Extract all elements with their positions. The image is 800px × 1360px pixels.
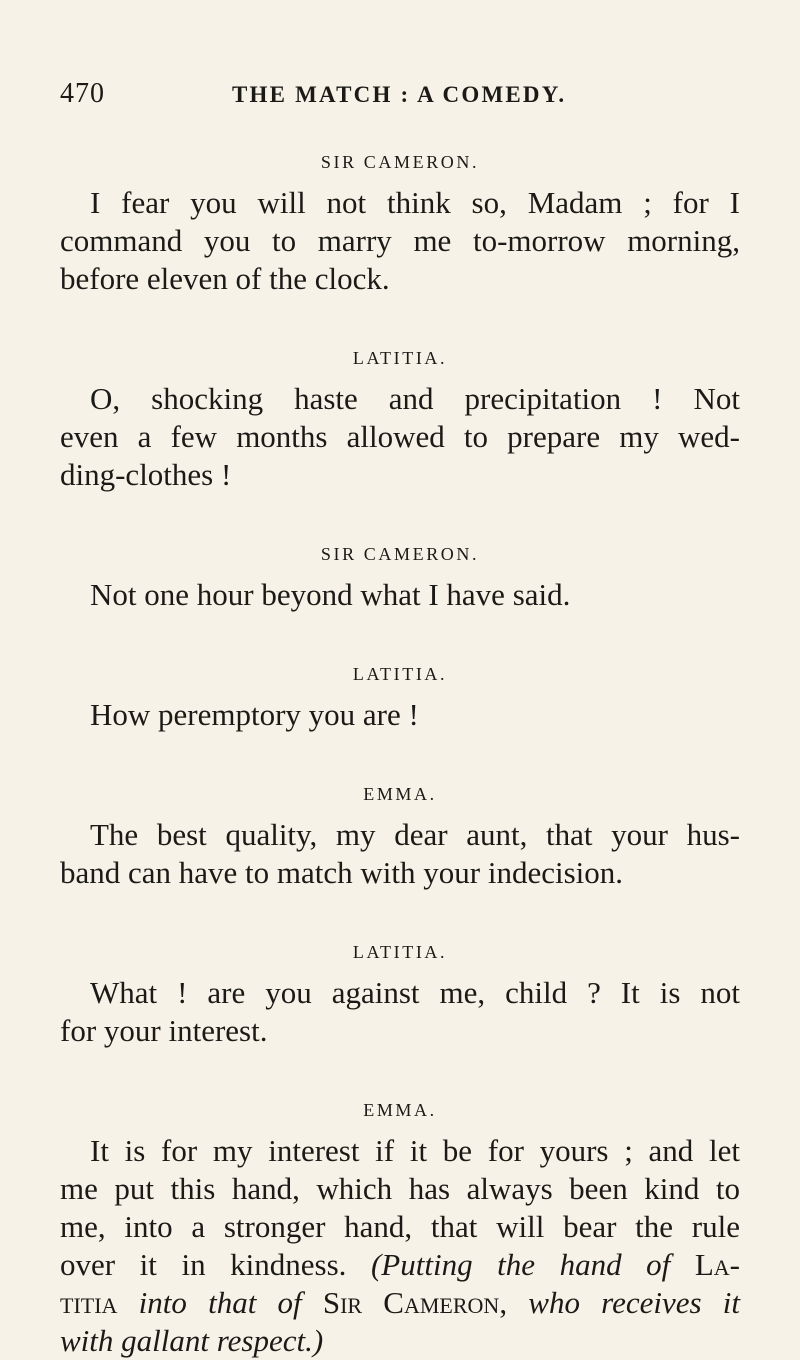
speech-emma-2 <box>60 1080 740 1360</box>
dialogue-line-with-stage-direction <box>60 1246 740 1284</box>
dialogue-text: over it in kindness. <box>60 1247 347 1282</box>
stage-direction-close: ) <box>312 1323 324 1358</box>
stage-direction-text: Putting the hand of <box>381 1247 671 1282</box>
dialogue-line: I fear you will not think so, Madam ; for I <box>90 185 740 220</box>
dialogue-line: It is for my interest if it be for yours ; and let <box>90 1133 740 1168</box>
speaker-name: EMMA. <box>363 784 437 804</box>
character-name-small-caps: La- <box>694 1247 741 1282</box>
stage-direction-text: into that of <box>138 1285 302 1320</box>
character-name-small-caps: titia <box>60 1285 118 1320</box>
dialogue-line: for your interest. <box>60 1013 268 1048</box>
page-header <box>0 78 800 118</box>
speech-latitia-3 <box>60 922 740 1050</box>
stage-direction-open: ( <box>370 1247 382 1282</box>
dialogue-line: Not one hour beyond what I have said. <box>90 577 571 612</box>
dialogue-line: What ! are you against me, child ? It is not <box>90 975 740 1010</box>
dialogue-line: me, into a stronger hand, that will bear the rule <box>60 1209 740 1244</box>
speaker-name: SIR CAMERON. <box>320 152 480 172</box>
speaker-name: LATITIA. <box>352 942 448 962</box>
dialogue-line: command you to marry me to-morrow morning, <box>60 223 740 258</box>
speech-sir-cameron-1 <box>60 132 740 298</box>
dialogue-line: me put this hand, which has always been kind to <box>60 1171 740 1206</box>
stage-direction-text: who receives it <box>528 1285 741 1320</box>
speech-latitia-1 <box>60 328 740 494</box>
speech-sir-cameron-2 <box>60 524 740 614</box>
character-name-small-caps: Sir Cameron, <box>322 1285 508 1320</box>
dialogue-line: O, shocking haste and precipitation ! Not <box>90 381 740 416</box>
stage-direction-line <box>60 1322 740 1360</box>
speech-latitia-2 <box>60 644 740 734</box>
dialogue-line: before eleven of the clock. <box>60 261 390 296</box>
dialogue-line: ding-clothes ! <box>60 457 232 492</box>
dialogue-line: How peremptory you are ! <box>90 697 419 732</box>
speaker-name: LATITIA. <box>352 348 448 368</box>
dialogue-line: The best quality, my dear aunt, that your hus- <box>90 817 740 852</box>
speaker-name: EMMA. <box>363 1100 437 1120</box>
stage-direction-line <box>60 1284 740 1322</box>
stage-direction-text: with gallant respect. <box>60 1323 313 1358</box>
dialogue-line: band can have to match with your indecision. <box>60 855 624 890</box>
speech-emma-1 <box>60 764 740 892</box>
speaker-name: LATITIA. <box>352 664 448 684</box>
page-number: 470 <box>60 78 105 109</box>
page-body <box>60 132 740 1360</box>
dialogue-line: even a few months allowed to prepare my wed- <box>60 419 740 454</box>
speaker-name: SIR CAMERON. <box>320 544 480 564</box>
running-title: THE MATCH : A COMEDY. <box>232 82 567 107</box>
